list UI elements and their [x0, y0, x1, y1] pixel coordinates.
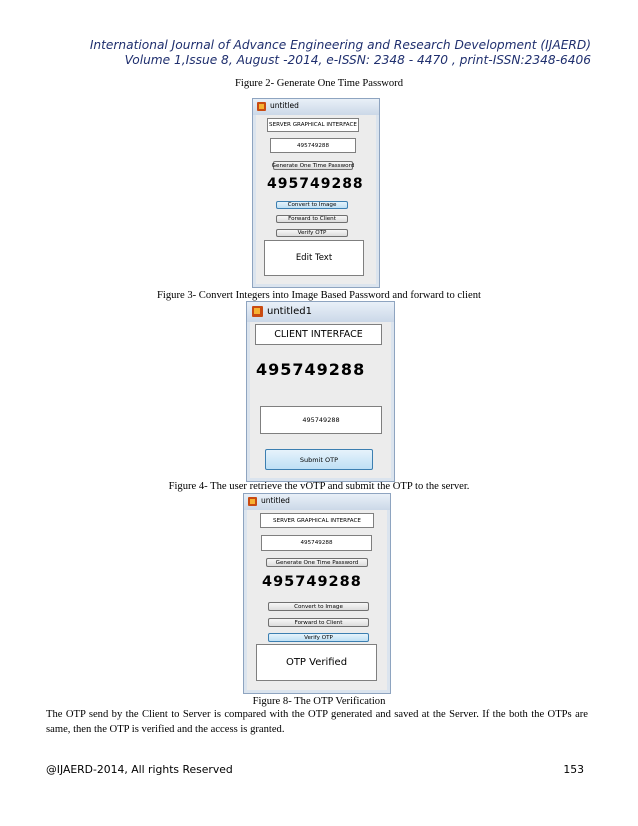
client-heading: CLIENT INTERFACE	[255, 324, 382, 345]
figure4-panel	[247, 510, 387, 690]
otp-image-display: 495749288	[256, 360, 366, 379]
journal-volume: Volume 1,Issue 8, August -2014, e-ISSN: 2348 - 4470 , print-ISSN:2348-6406	[124, 53, 591, 67]
forward-to-client-button[interactable]: Forward to Client	[268, 618, 369, 627]
footer-copyright: @IJAERD-2014, All rights Reserved	[46, 763, 233, 776]
figure2-panel	[256, 115, 376, 284]
figure3-caption: Figure 3- Convert Integers into Image Based Password and forward to client	[157, 290, 481, 301]
convert-to-image-button[interactable]: Convert to Image	[268, 602, 369, 611]
figure3-window	[246, 301, 395, 482]
output-edit-text[interactable]: Edit Text	[264, 240, 364, 276]
otp-verified-output[interactable]: OTP Verified	[256, 644, 377, 681]
convert-to-image-button[interactable]: Convert to Image	[276, 201, 348, 209]
body-paragraph: The OTP send by the Client to Server is compared with the OTP generated and saved at the Server. If the both the OTPs are same, then the OTP is verified and the access is granted.	[46, 709, 588, 735]
matlab-icon	[257, 102, 266, 111]
figure4-titlebar	[244, 494, 390, 510]
generate-otp-button[interactable]: Generate One Time Password	[266, 558, 368, 567]
figure8-caption: Figure 8- The OTP Verification	[252, 696, 386, 707]
generate-otp-button[interactable]: Generate One Time Password	[271, 162, 355, 169]
server-heading: SERVER GRAPHICAL INTERFACE	[260, 513, 374, 528]
matlab-icon	[248, 497, 257, 506]
figure2-caption: Figure 2- Generate One Time Password	[234, 78, 403, 89]
window-title: untitled	[270, 101, 299, 110]
window-title: untitled1	[267, 306, 312, 317]
verify-otp-button[interactable]: Verify OTP	[268, 633, 369, 642]
server-heading: SERVER GRAPHICAL INTERFACE	[267, 118, 359, 132]
verify-otp-button[interactable]: Verify OTP	[276, 229, 348, 237]
submit-otp-button[interactable]: Submit OTP	[265, 449, 373, 470]
page-number: 153	[563, 763, 584, 776]
otp-display: 495749288	[262, 574, 362, 590]
figure4-caption: Figure 4- The user retrieve the vOTP and submit the OTP to the server.	[168, 481, 470, 492]
client-otp-input[interactable]: 495749288	[260, 406, 382, 434]
figure3-titlebar	[247, 302, 394, 322]
journal-title: International Journal of Advance Engineering and Research Development (IJAERD)	[89, 38, 591, 52]
window-title: untitled	[261, 496, 290, 505]
matlab-icon	[252, 306, 263, 317]
forward-to-client-button[interactable]: Forward to Client	[276, 215, 348, 223]
figure2-window	[252, 98, 380, 288]
figure3-panel	[250, 322, 391, 478]
figure4-window	[243, 493, 391, 694]
otp-input[interactable]: 495749288	[270, 138, 356, 153]
otp-input[interactable]: 495749288	[261, 535, 372, 551]
otp-display: 495749288	[267, 176, 364, 192]
figure2-titlebar	[253, 99, 379, 115]
